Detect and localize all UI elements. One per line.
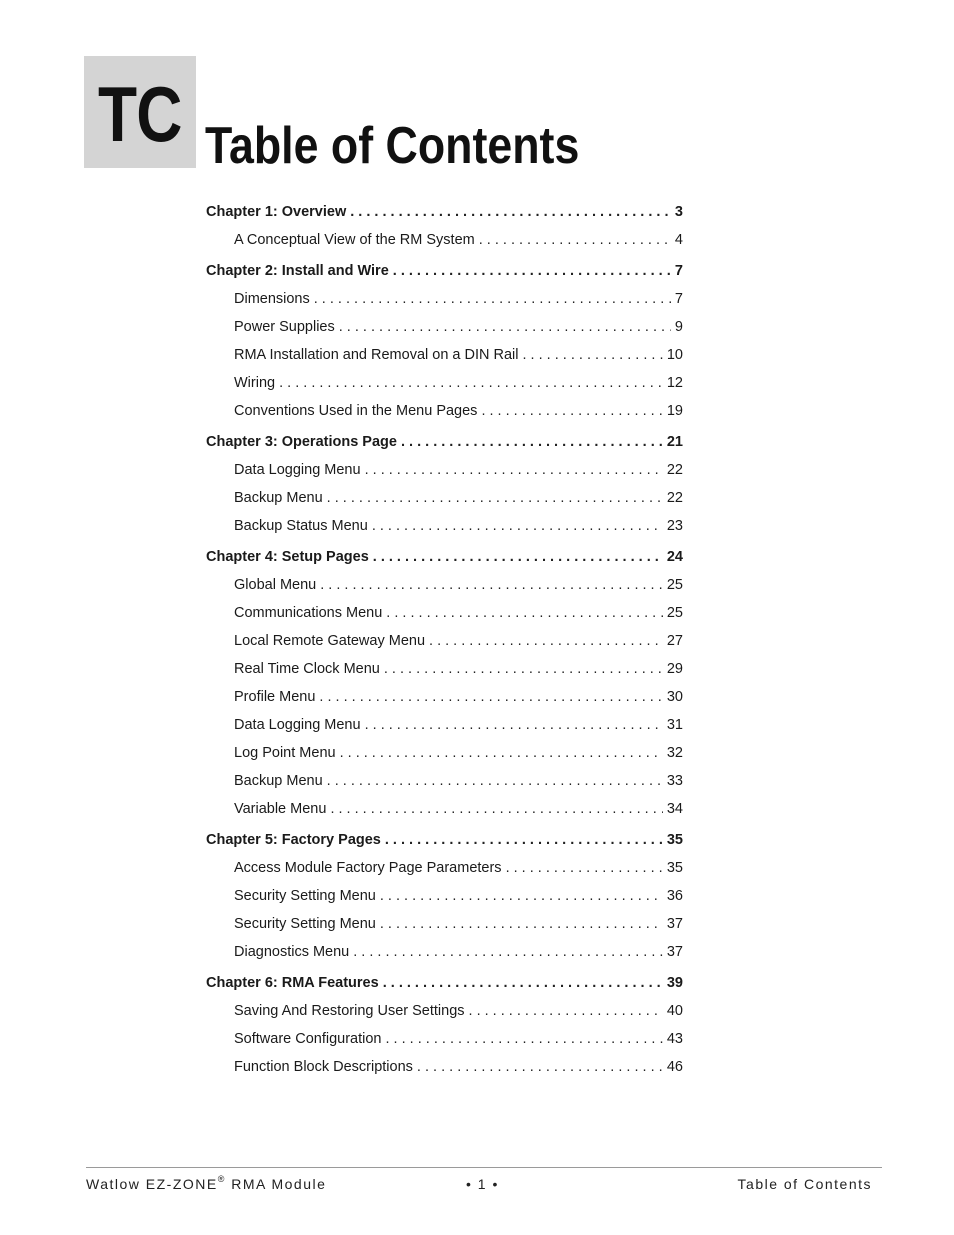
chapter-badge-text: TC (98, 70, 182, 158)
toc-entry-page: 9 (674, 319, 683, 335)
toc-section-entry[interactable] (206, 627, 683, 655)
toc-entry-title: Chapter 6: RMA Features (206, 975, 379, 991)
toc-chapter-entry[interactable] (206, 257, 683, 285)
toc-dot-leader (373, 543, 663, 571)
toc-section-entry[interactable] (206, 456, 683, 484)
toc-entry-page: 21 (666, 434, 683, 450)
toc-entry-page: 7 (674, 263, 683, 279)
toc-dot-leader (506, 854, 663, 882)
toc-entry-title: Backup Menu (234, 773, 323, 789)
toc-dot-leader (481, 397, 662, 425)
toc-dot-leader (469, 997, 663, 1025)
toc-entry-page: 40 (666, 1003, 683, 1019)
toc-section-entry[interactable] (206, 854, 683, 882)
toc-dot-leader (327, 484, 663, 512)
toc-entry-title: Saving And Restoring User Settings (234, 1003, 465, 1019)
toc-entry-title: Security Setting Menu (234, 888, 376, 904)
toc-dot-leader (383, 969, 663, 997)
toc-section-entry[interactable] (206, 910, 683, 938)
toc-section-entry[interactable] (206, 1025, 683, 1053)
toc-entry-page: 43 (666, 1031, 683, 1047)
toc-dot-leader (340, 739, 663, 767)
toc-dot-leader (339, 313, 671, 341)
toc-entry-page: 24 (666, 549, 683, 565)
toc-dot-leader (385, 826, 663, 854)
toc-entry-page: 33 (666, 773, 683, 789)
toc-chapter-entry[interactable] (206, 826, 683, 854)
toc-section-entry[interactable] (206, 938, 683, 966)
toc-entry-title: Backup Status Menu (234, 518, 368, 534)
toc-section-entry[interactable] (206, 711, 683, 739)
toc-entry-page: 27 (666, 633, 683, 649)
toc-section-entry[interactable] (206, 739, 683, 767)
toc-section-entry[interactable] (206, 484, 683, 512)
toc-section-entry[interactable] (206, 655, 683, 683)
toc-dot-leader (353, 938, 663, 966)
toc-entry-title: Software Configuration (234, 1031, 382, 1047)
toc-entry-page: 10 (666, 347, 683, 363)
toc-section-entry[interactable] (206, 997, 683, 1025)
toc-dot-leader (314, 285, 671, 313)
toc-entry-page: 29 (666, 661, 683, 677)
toc-entry-page: 3 (674, 204, 683, 220)
toc-section-entry[interactable] (206, 313, 683, 341)
toc-dot-leader (365, 456, 663, 484)
registered-mark: ® (217, 1174, 226, 1184)
toc-entry-page: 12 (666, 375, 683, 391)
toc-entry-title: Function Block Descriptions (234, 1059, 413, 1075)
toc-entry-title: Diagnostics Menu (234, 944, 350, 960)
toc-dot-leader (393, 257, 671, 285)
toc-entry-page: 31 (666, 717, 683, 733)
toc-dot-leader (401, 428, 663, 456)
toc-entry-page: 37 (666, 944, 683, 960)
toc-dot-leader (384, 655, 663, 683)
footer-divider (86, 1167, 882, 1168)
footer-section-name: Table of Contents (737, 1176, 872, 1192)
toc-entry-title: Data Logging Menu (234, 462, 361, 478)
toc-section-entry[interactable] (206, 795, 683, 823)
toc-entry-title: Access Module Factory Page Parameters (234, 860, 502, 876)
toc-dot-leader (523, 341, 663, 369)
toc-chapter-entry[interactable] (206, 969, 683, 997)
toc-chapter-entry[interactable] (206, 198, 683, 226)
toc-dot-leader (320, 571, 663, 599)
toc-entry-page: 22 (666, 490, 683, 506)
toc-entry-title: Conventions Used in the Menu Pages (234, 403, 478, 419)
toc-dot-leader (429, 627, 663, 655)
toc-entry-title: Communications Menu (234, 605, 383, 621)
toc-entry-page: 19 (666, 403, 683, 419)
toc-dot-leader (417, 1053, 663, 1081)
footer-product-suffix: RMA Module (225, 1176, 327, 1192)
toc-dot-leader (386, 599, 663, 627)
toc-entry-page: 35 (666, 832, 683, 848)
toc-entry-page: 32 (666, 745, 683, 761)
toc-entry-title: Chapter 1: Overview (206, 204, 347, 220)
toc-entry-page: 39 (666, 975, 683, 991)
toc-chapter-entry[interactable] (206, 543, 683, 571)
toc-entry-title: Global Menu (234, 577, 317, 593)
toc-entry-page: 36 (666, 888, 683, 904)
toc-entry-title: Wiring (234, 375, 276, 391)
toc-entry-page: 7 (674, 291, 683, 307)
toc-entry-title: Data Logging Menu (234, 717, 361, 733)
toc-entry-page: 22 (666, 462, 683, 478)
toc-entry-title: Power Supplies (234, 319, 335, 335)
toc-dot-leader (327, 767, 663, 795)
toc-entry-title: Chapter 3: Operations Page (206, 434, 397, 450)
footer-product-name (86, 1176, 326, 1192)
toc-section-entry[interactable] (206, 512, 683, 540)
toc-entry-title: Security Setting Menu (234, 916, 376, 932)
toc-entry-title: Chapter 5: Factory Pages (206, 832, 381, 848)
toc-dot-leader (319, 683, 662, 711)
toc-entry-title: Variable Menu (234, 801, 327, 817)
toc-entry-page: 23 (666, 518, 683, 534)
toc-entry-page: 4 (674, 232, 683, 248)
toc-dot-leader (365, 711, 663, 739)
toc-entry-title: Chapter 4: Setup Pages (206, 549, 369, 565)
toc-entry-page: 37 (666, 916, 683, 932)
toc-entry-page: 46 (666, 1059, 683, 1075)
toc-section-entry[interactable] (206, 767, 683, 795)
toc-section-entry[interactable] (206, 285, 683, 313)
toc-entry-title: Chapter 2: Install and Wire (206, 263, 389, 279)
toc-dot-leader (380, 910, 663, 938)
toc-section-entry[interactable] (206, 1053, 683, 1081)
chapter-badge (84, 56, 196, 168)
toc-section-entry[interactable] (206, 226, 683, 254)
toc-entry-page: 25 (666, 605, 683, 621)
toc-entry-page: 34 (666, 801, 683, 817)
table-of-contents (206, 198, 683, 1081)
toc-entry-title: A Conceptual View of the RM System (234, 232, 475, 248)
toc-dot-leader (330, 795, 662, 823)
toc-entry-title: Local Remote Gateway Menu (234, 633, 426, 649)
toc-entry-page: 35 (666, 860, 683, 876)
toc-dot-leader (279, 369, 663, 397)
toc-entry-title: Backup Menu (234, 490, 323, 506)
toc-section-entry[interactable] (206, 397, 683, 425)
toc-section-entry[interactable] (206, 882, 683, 910)
toc-entry-page: 25 (666, 577, 683, 593)
toc-entry-title: Real Time Clock Menu (234, 661, 380, 677)
toc-dot-leader (372, 512, 663, 540)
toc-chapter-entry[interactable] (206, 428, 683, 456)
toc-entry-title: Dimensions (234, 291, 310, 307)
toc-dot-leader (479, 226, 671, 254)
toc-dot-leader (350, 198, 671, 226)
toc-section-entry[interactable] (206, 599, 683, 627)
page-title: Table of Contents (205, 117, 580, 175)
footer-page-number: • 1 • (466, 1176, 499, 1192)
footer-product-prefix: Watlow EZ-ZONE (86, 1176, 218, 1192)
toc-dot-leader (380, 882, 663, 910)
toc-section-entry[interactable] (206, 369, 683, 397)
toc-section-entry[interactable] (206, 683, 683, 711)
toc-entry-title: Profile Menu (234, 689, 316, 705)
toc-entry-title: Log Point Menu (234, 745, 336, 761)
toc-section-entry[interactable] (206, 571, 683, 599)
toc-entry-title: RMA Installation and Removal on a DIN Rail (234, 347, 519, 363)
toc-dot-leader (386, 1025, 663, 1053)
toc-section-entry[interactable] (206, 341, 683, 369)
toc-entry-page: 30 (666, 689, 683, 705)
